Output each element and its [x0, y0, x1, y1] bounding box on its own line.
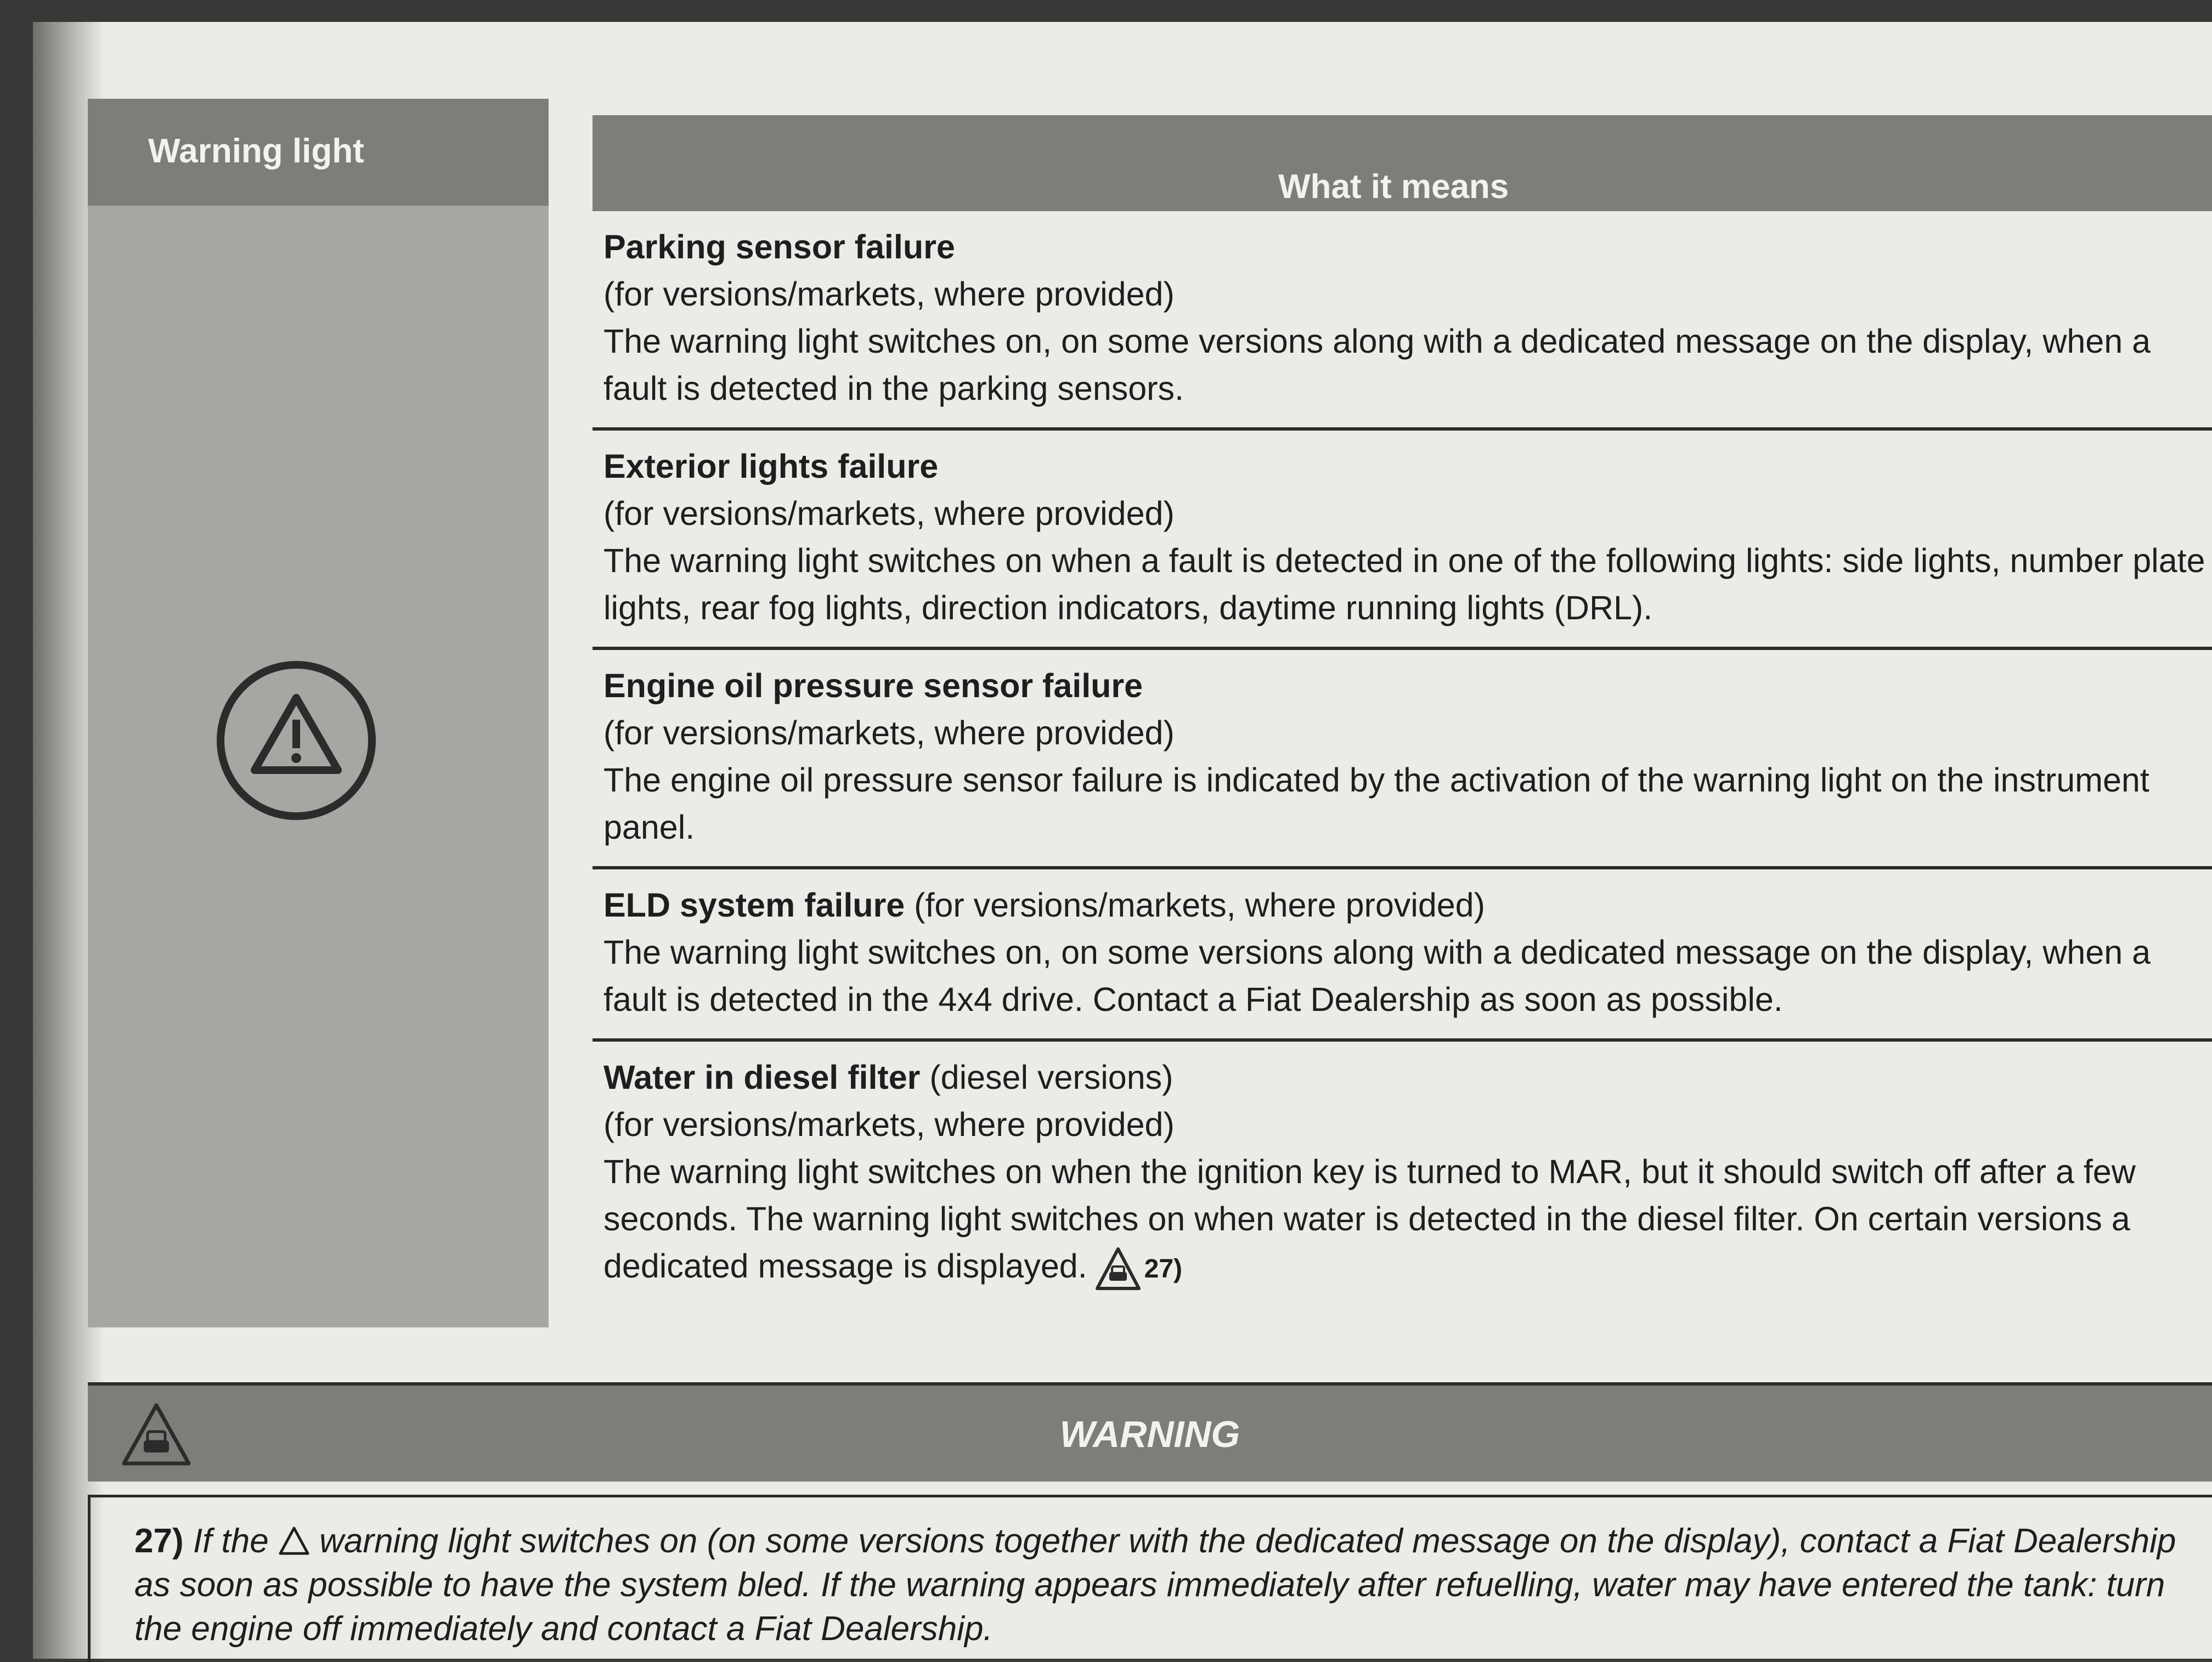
header-what-it-means-label: What it means — [1278, 168, 1509, 206]
warning-text-end: warning light switches on (on some versions together with the dedicated message on the display), contact a Fiat Dealership as soon as possible to have the system bled. If the warning appears immediately after refuelling, water may have entered the tank: turn the engine off immediately and contact a Fiat Dealership. — [134, 1522, 2176, 1648]
row-qualifier: (for versions/markets, where provided) — [603, 1106, 1175, 1143]
manual-page — [33, 22, 2212, 1659]
meaning-rows — [592, 211, 2212, 1326]
table-header-what-it-means — [592, 115, 2212, 211]
table-row — [592, 211, 2212, 431]
row-qualifier: (for versions/markets, where provided) — [603, 275, 1175, 313]
row-title: Engine oil pressure sensor failure — [603, 667, 1143, 704]
row-body: The warning light switches on, on some versions along with a dedicated message on the display, when a fault is detected in the 4x4 drive. Contact a Fiat Dealership as soon as possible. — [603, 934, 2151, 1018]
warning-text — [134, 1519, 2197, 1651]
triangle-car-icon — [1095, 1246, 1141, 1292]
triangle-warning-icon — [278, 1526, 310, 1556]
row-title: ELD system failure — [603, 886, 905, 924]
row-title: Parking sensor failure — [603, 228, 955, 265]
row-body: The engine oil pressure sensor failure is indicated by the activation of the warning light on the instrument panel. — [603, 761, 2149, 846]
row-qualifier: (for versions/markets, where provided) — [603, 495, 1175, 532]
footnote-ref: 27) — [1144, 1254, 1183, 1284]
row-body: The warning light switches on when a fault is detected in one of the following lights: side lights, number plate lights, rear fog lights, direction indicators, daytime running lights (DRL). — [603, 542, 2205, 626]
triangle-exclamation-icon — [214, 658, 379, 823]
warning-banner — [88, 1382, 2212, 1482]
row-title-suffix: (for versions/markets, where provided) — [905, 886, 1485, 924]
table-row — [592, 869, 2212, 1042]
row-title: Exterior lights failure — [603, 448, 939, 485]
header-warning-light-label: Warning light — [148, 132, 364, 170]
warning-text-start: If the — [183, 1522, 278, 1560]
row-body: The warning light switches on when the ignition key is turned to MAR, but it should switch off after a few seconds. The warning light switches on when water is detected in the diesel filter. On certain versions a dedicated message is displayed. — [603, 1153, 2136, 1285]
warning-title: WARNING — [1059, 1414, 1240, 1455]
row-body: The warning light switches on, on some versions along with a dedicated message on the display, when a fault is detected in the parking sensors. — [603, 323, 2151, 407]
row-title-suffix: (diesel versions) — [920, 1059, 1173, 1096]
table-row — [592, 650, 2212, 869]
row-qualifier: (for versions/markets, where provided) — [603, 714, 1175, 751]
warning-footnote-number: 27) — [134, 1522, 184, 1560]
warning-box — [88, 1495, 2212, 1662]
table-row — [592, 431, 2212, 650]
table-header-warning-light — [88, 99, 549, 206]
row-title: Water in diesel filter — [603, 1059, 921, 1096]
table-row — [592, 1042, 2212, 1326]
